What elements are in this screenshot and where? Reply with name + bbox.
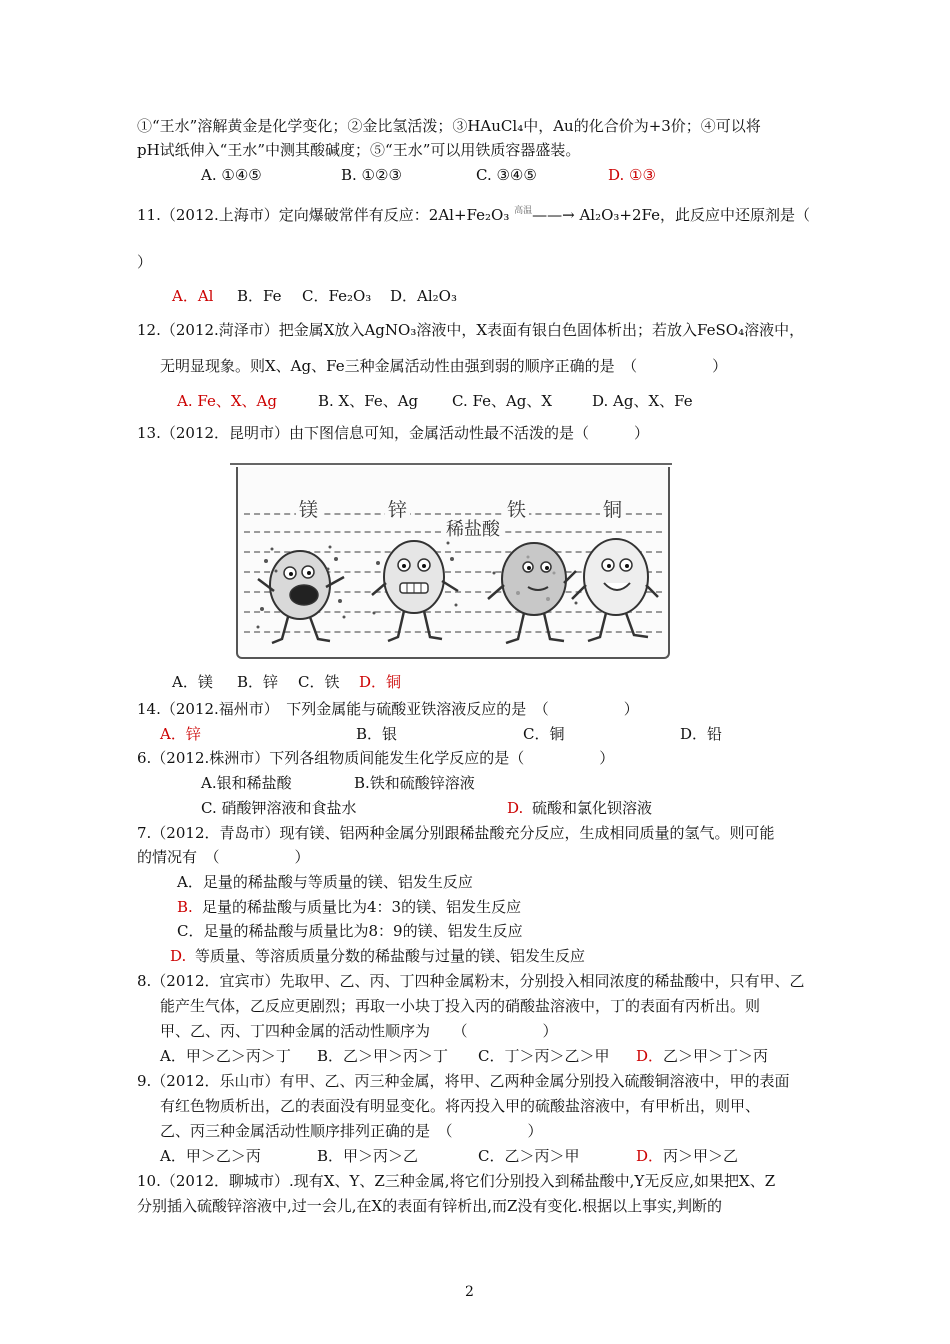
q6-option-c: C. 硝酸钾溶液和食盐水 [201, 799, 357, 817]
q7-option-b-text: 足量的稀盐酸与质量比为4：3的镁、铝发生反应 [202, 898, 522, 916]
q12-stem-1: 12.（2012.菏泽市）把金属X放入AgNO₃溶液中，X表面有银白色固体析出；若放入FeSO₄溶液中， [137, 321, 805, 339]
q12-stem-2: 无明显现象。则X、Ag、Fe三种金属活动性由强到弱的顺序正确的是 （ ） [160, 357, 728, 375]
q7-option-b-letter-answer: B. [177, 898, 193, 916]
q13-option-b: B．锌 [237, 673, 279, 691]
intro-option-d-answer: D. ①③ [608, 166, 656, 184]
intro-option-c: C. ③④⑤ [476, 166, 537, 184]
q7-stem-2: 的情况有 （ ） [137, 848, 310, 866]
intro-line-1: ①“王水”溶解黄金是化学变化；②金比氢活泼；③HAuCl₄中，Au的化合价为+3价；④可以将 [137, 117, 761, 135]
q14-option-b: B．银 [356, 725, 398, 743]
q9-option-c: C．乙＞丙＞甲 [478, 1147, 580, 1165]
q12-option-c: C. Fe、Ag、X [452, 392, 553, 410]
q13-option-d-answer: D．铜 [359, 673, 402, 691]
q8-option-c: C．丁＞丙＞乙＞甲 [478, 1047, 610, 1065]
q6-option-b: B.铁和硫酸锌溶液 [354, 774, 475, 792]
q11-arrow: ——→ [532, 206, 575, 224]
beaker-figure [236, 467, 670, 659]
zinc-character-icon [366, 533, 466, 653]
q9-option-b: B．甲＞丙＞乙 [317, 1147, 419, 1165]
q9-stem-1: 9.（2012．乐山市）有甲、乙、丙三种金属，将甲、乙两种金属分别投入硫酸铜溶液中，甲的表面 [137, 1072, 790, 1090]
q8-option-d-text: 乙＞甲＞丁＞丙 [663, 1047, 769, 1065]
q9-stem-2: 有红色物质析出，乙的表面没有明显变化。将丙投入甲的硫酸盐溶液中，有甲析出，则甲、 [160, 1097, 761, 1115]
q6-option-d-letter-answer: D. [507, 799, 524, 817]
q10-stem-1: 10.（2012．聊城市）.现有X、Y、Z三种金属,将它们分别投入到稀盐酸中,Y无反应,如果把X、Z [137, 1172, 776, 1190]
q8-stem-3: 甲、乙、丙、丁四种金属的活动性顺序为 （ ） [160, 1022, 558, 1040]
q12-option-b: B. X、Fe、Ag [318, 392, 419, 410]
page-number: 2 [465, 1284, 474, 1300]
q11-tail: Al₂O₃+2Fe，此反应中还原剂是（ [574, 206, 811, 224]
q11-stem-text: 11.（2012.上海市）定向爆破常伴有反应：2Al+Fe₂O₃ [137, 206, 515, 224]
q8-option-d [636, 1046, 768, 1066]
q11-condition: 高温 [514, 206, 533, 216]
q8-stem-2: 能产生气体，乙反应更剧烈；再取一小块丁投入丙的硝酸盐溶液中，丁的表面有丙析出。则 [160, 997, 761, 1015]
q7-stem-1: 7.（2012．青岛市）现有镁、铝两种金属分别跟稀盐酸充分反应，生成相同质量的氢气。则可能 [137, 824, 775, 842]
q7-option-d-text: 等质量、等溶质质量分数的稀盐酸与过量的镁、铝发生反应 [195, 947, 586, 965]
q11-close-paren: ） [137, 253, 153, 271]
q13-option-c: C．铁 [298, 673, 340, 691]
intro-line-2: pH试纸伸入“王水”中测其酸碱度；⑤“王水”可以用铁质容器盛装。 [137, 141, 581, 159]
q9-option-d-text: 丙＞甲＞乙 [663, 1147, 739, 1165]
q6-stem: 6.（2012.株洲市）下列各组物质间能发生化学反应的是（ ） [137, 749, 615, 767]
q9-option-a: A．甲＞乙＞丙 [160, 1147, 261, 1165]
magnesium-character-icon [252, 539, 352, 654]
q8-option-a: A．甲＞乙＞丙＞丁 [160, 1047, 291, 1065]
q14-option-d: D．铅 [680, 725, 723, 743]
q7-option-d-letter-answer: D. [170, 947, 187, 965]
q12-option-a-answer: A. Fe、X、Ag [177, 392, 277, 410]
q13-option-a: A．镁 [172, 673, 213, 691]
metal-label-zinc: 锌 [385, 495, 410, 522]
q7-option-a: A．足量的稀盐酸与等质量的镁、铝发生反应 [177, 873, 473, 891]
q8-option-b: B．乙＞甲＞丙＞丁 [317, 1047, 449, 1065]
q11-option-c: C．Fe₂O₃ [302, 287, 372, 305]
q14-stem: 14.（2012.福州市） 下列金属能与硫酸亚铁溶液反应的是 （ ） [137, 700, 639, 718]
q11-stem [137, 205, 810, 228]
q14-option-c: C．铜 [523, 725, 565, 743]
metal-label-copper: 铜 [600, 495, 625, 522]
q8-option-d-letter-answer: D． [636, 1047, 664, 1065]
q7-option-c: C．足量的稀盐酸与质量比为8：9的镁、铝发生反应 [177, 922, 523, 940]
q12-option-d: D. Ag、X、Fe [592, 392, 693, 410]
q10-stem-2: 分别插入硫酸锌溶液中,过一会儿,在X的表面有锌析出,而Z没有变化.根据以上事实,判断的 [137, 1197, 722, 1215]
q9-stem-3: 乙、丙三种金属活动性顺序排列正确的是 （ ） [160, 1122, 543, 1140]
metal-label-magnesium: 镁 [296, 495, 321, 522]
q11-option-a-answer: A．Al [172, 287, 214, 305]
copper-character-icon [564, 527, 664, 652]
metal-label-iron: 铁 [504, 495, 529, 522]
acid-label: 稀盐酸 [443, 515, 503, 541]
q11-option-d: D．Al₂O₃ [390, 287, 457, 305]
intro-option-b: B. ①②③ [341, 166, 402, 184]
intro-option-a: A. ①④⑤ [201, 166, 262, 184]
q9-option-d-letter-answer: D． [636, 1147, 664, 1165]
q6-option-d-text: 硫酸和氯化钡溶液 [532, 799, 653, 817]
q14-option-a-answer: A．锌 [160, 725, 201, 743]
q6-option-a: A.银和稀盐酸 [201, 774, 292, 792]
q13-stem: 13.（2012．昆明市）由下图信息可知，金属活动性最不活泼的是（ ） [137, 424, 650, 442]
q9-option-d [636, 1146, 738, 1166]
q8-stem-1: 8.（2012．宜宾市）先取甲、乙、丙、丁四种金属粉末，分别投入相同浓度的稀盐酸中，只有甲、乙 [137, 972, 805, 990]
q11-option-b: B．Fe [237, 287, 282, 305]
